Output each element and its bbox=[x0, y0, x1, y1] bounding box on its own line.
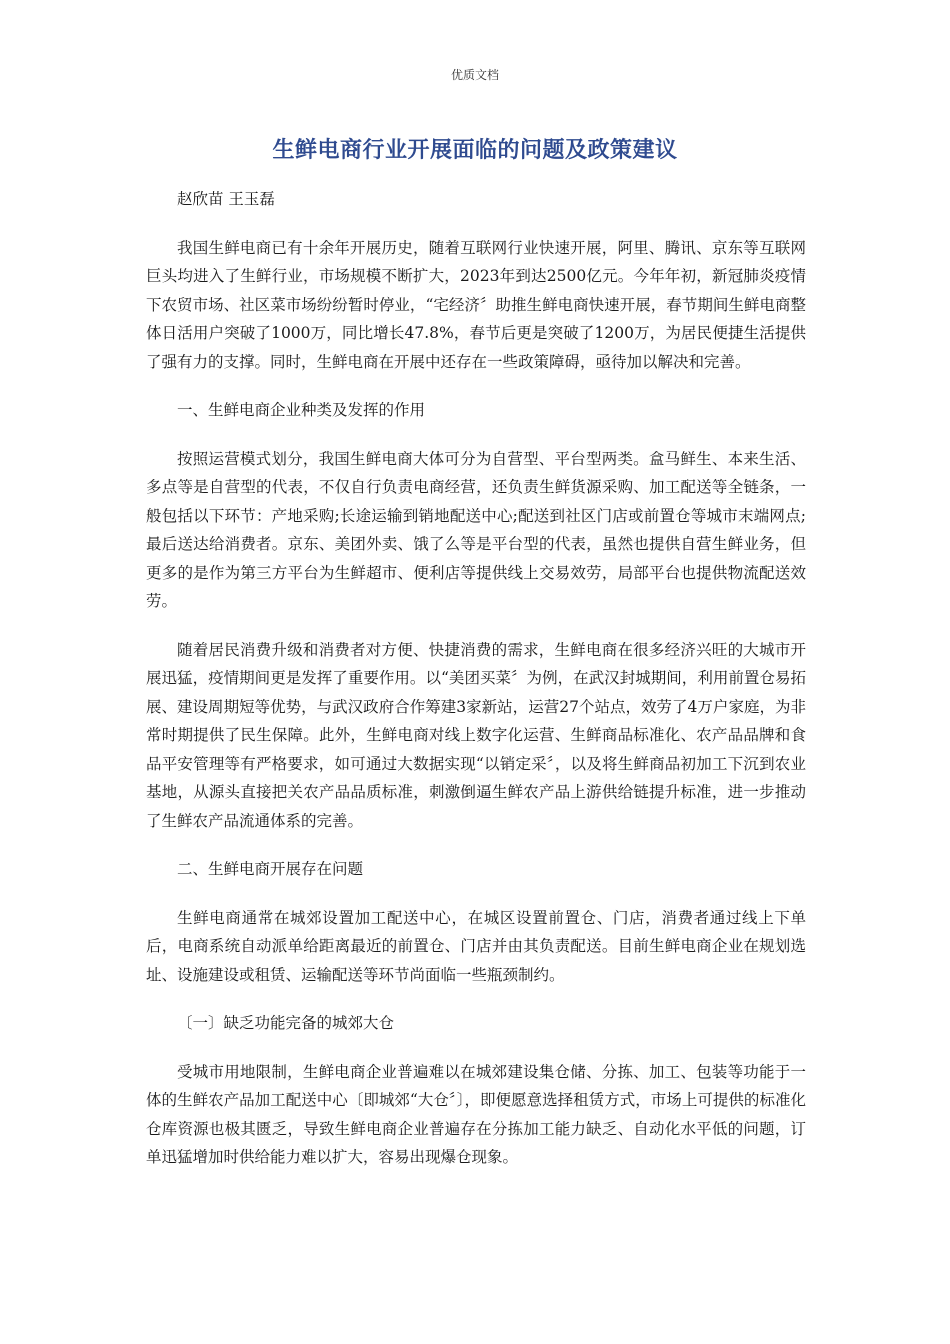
header-note: 优质文档 bbox=[450, 68, 499, 82]
paragraph-role: 随着居民消费升级和消费者对方便、快捷消费的需求，生鲜电商在很多经济兴旺的大城市开展迅猛，疫情期间更是发挥了重要作用。以“美团买菜〞为例，在武汉封城期间，利用前置仓易拓展、建设周期短等优势，与武汉政府合作筹建3家新站，运营27个站点，效劳了4万户家庭，为非常时期提供了民生保障。此外，生鲜电商对线上数字化运营、生鲜商品标准化、农产品品牌和食品平安管理等有严格要求，如可通过大数据实现“以销定采〞，以及将生鲜商品初加工下沉到农业基地，从源头直接把关农产品品质标准，刺激倒逼生鲜农产品上游供给链提升标准，进一步推动了生鲜农产品流通体系的完善。 bbox=[146, 640, 806, 830]
article-body bbox=[146, 185, 806, 1192]
paragraph-problems: 生鲜电商通常在城郊设置加工配送中心，在城区设置前置仓、门店，消费者通过线上下单后，电商系统自动派单给距离最近的前置仓、门店并由其负责配送。目前生鲜电商企业在规划选址、设施建设或租赁、运输配送等环节尚面临一些瓶颈制约。 bbox=[146, 908, 806, 984]
paragraph-intro: 我国生鲜电商已有十余年开展历史，随着互联网行业快速开展，阿里、腾讯、京东等互联网巨头均进入了生鲜行业，市场规模不断扩大，2023年到达2500亿元。今年年初，新冠肺炎疫情下农贸市场、社区菜市场纷纷暂时停业，“宅经济〞助推生鲜电商快速开展，春节期间生鲜电商整体日活用户突破了1000万，同比增长47.8%，春节后更是突破了1200万，为居民便捷生活提供了强有力的支撑。同时，生鲜电商在开展中还存在一些政策障碍，亟待加以解决和完善。 bbox=[146, 238, 806, 371]
article-title: 生鲜电商行业开展面临的问题及政策建议 bbox=[272, 138, 678, 163]
subsection-heading-1: 〔一〕缺乏功能完备的城郊大仓 bbox=[177, 1014, 395, 1032]
paragraph-types: 按照运营模式划分，我国生鲜电商大体可分为自营型、平台型两类。盒马鲜生、本来生活、多点等是自营型的代表，不仅自行负责电商经营，还负责生鲜货源采购、加工配送等全链条，一般包括以下环节：产地采购;长途运输到销地配送中心;配送到社区门店或前置仓等城市末端网点;最后送达给消费者。京东、美团外卖、饿了么等是平台型的代表，虽然也提供自营生鲜业务，但更多的是作为第三方平台为生鲜超市、便利店等提供线上交易效劳，局部平台也提供物流配送效劳。 bbox=[146, 449, 806, 610]
section-heading-2: 二、生鲜电商开展存在问题 bbox=[177, 860, 364, 878]
section-heading-1: 一、生鲜电商企业种类及发挥的作用 bbox=[177, 401, 426, 419]
article-authors: 赵欣苗 王玉磊 bbox=[177, 190, 275, 208]
paragraph-warehouse: 受城市用地限制，生鲜电商企业普遍难以在城郊建设集仓储、分拣、加工、包装等功能于一体的生鲜农产品加工配送中心〔即城郊“大仓〞〕，即便愿意选择租赁方式，市场上可提供的标准化仓库资源也极其匮乏，导致生鲜电商企业普遍存在分拣加工能力缺乏、自动化水平低的问题，订单迅猛增加时供给能力难以扩大，容易出现爆仓现象。 bbox=[146, 1062, 806, 1166]
